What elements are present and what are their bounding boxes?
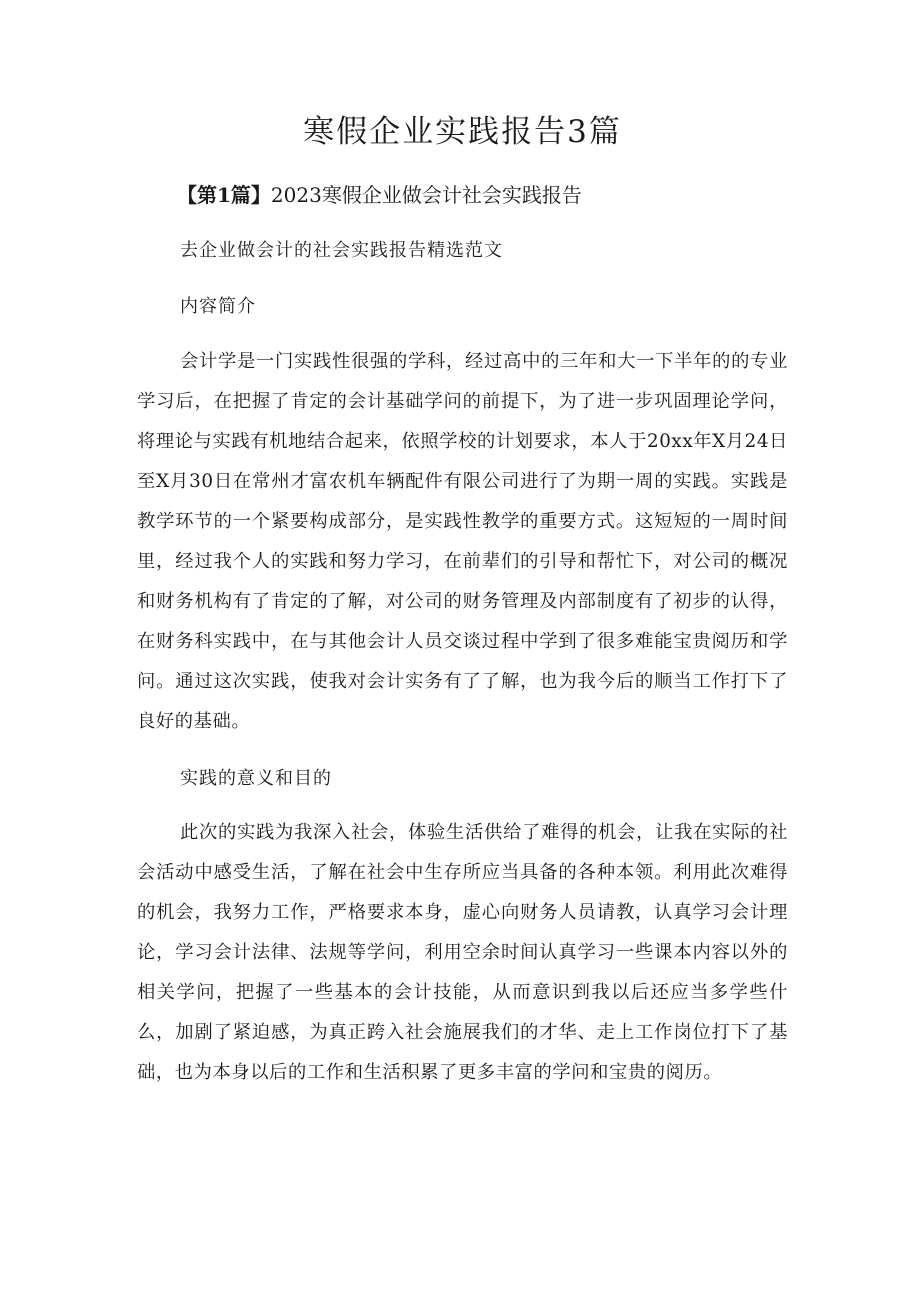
section-paragraph-purpose: 此次的实践为我深入社会，体验生活供给了难得的机会，让我在实际的社会活动中感受生活，了解在社会中生存所应当具备的各种本领。利用此次难得的机会，我努力工作，严格要求本身，虚心向财务人员请教，认真学习会计理论，学习会计法律、法规等学问，利用空余时间认真学习一些课本内容以外的相关学问，把握了一些基本的会计技能，从而意识到我以后还应当多学些什么，加剧了紧迫感，为真正跨入社会施展我们的才华、走上工作岗位打下了基础，也为本身以后的工作和生活积累了更多丰富的学问和宝贵的阅历。	[137, 822, 788, 1083]
section-heading-purpose: 实践的意义和目的	[180, 768, 332, 789]
document-subtitle: 去企业做会计的社会实践报告精选范文	[180, 240, 503, 261]
section-paragraph-summary: 会计学是一门实践性很强的学科，经过高中的三年和大一下半年的的专业学习后，在把握了肯定的会计基础学问的前提下，为了进一步巩固理论学问，将理论与实践有机地结合起来，依照学校的计划要求，本人于20xx年X月24日至X月30日在常州才富农机车辆配件有限公司进行了为期一周的实践。实践是教学环节的一个紧要构成部分，是实践性教学的重要方式。这短短的一周时间里，经过我个人的实践和努力学习，在前辈们的引导和帮忙下，对公司的概况和财务机构有了肯定的了解，对公司的财务管理及内部制度有了初步的认得，在财务科实践中，在与其他会计人员交谈过程中学到了很多难能宝贵阅历和学问。通过这次实践，使我对会计实务有了了解，也为我今后的顺当工作打下了良好的基础。	[137, 351, 788, 732]
chapter-heading	[137, 180, 788, 210]
chapter-title: 2023寒假企业做会计社会实践报告	[270, 183, 582, 207]
chapter-label: 【第1篇】	[177, 183, 271, 207]
section-heading-summary: 内容简介	[180, 296, 256, 317]
document-title: 寒假企业实践报告3篇	[303, 114, 622, 150]
